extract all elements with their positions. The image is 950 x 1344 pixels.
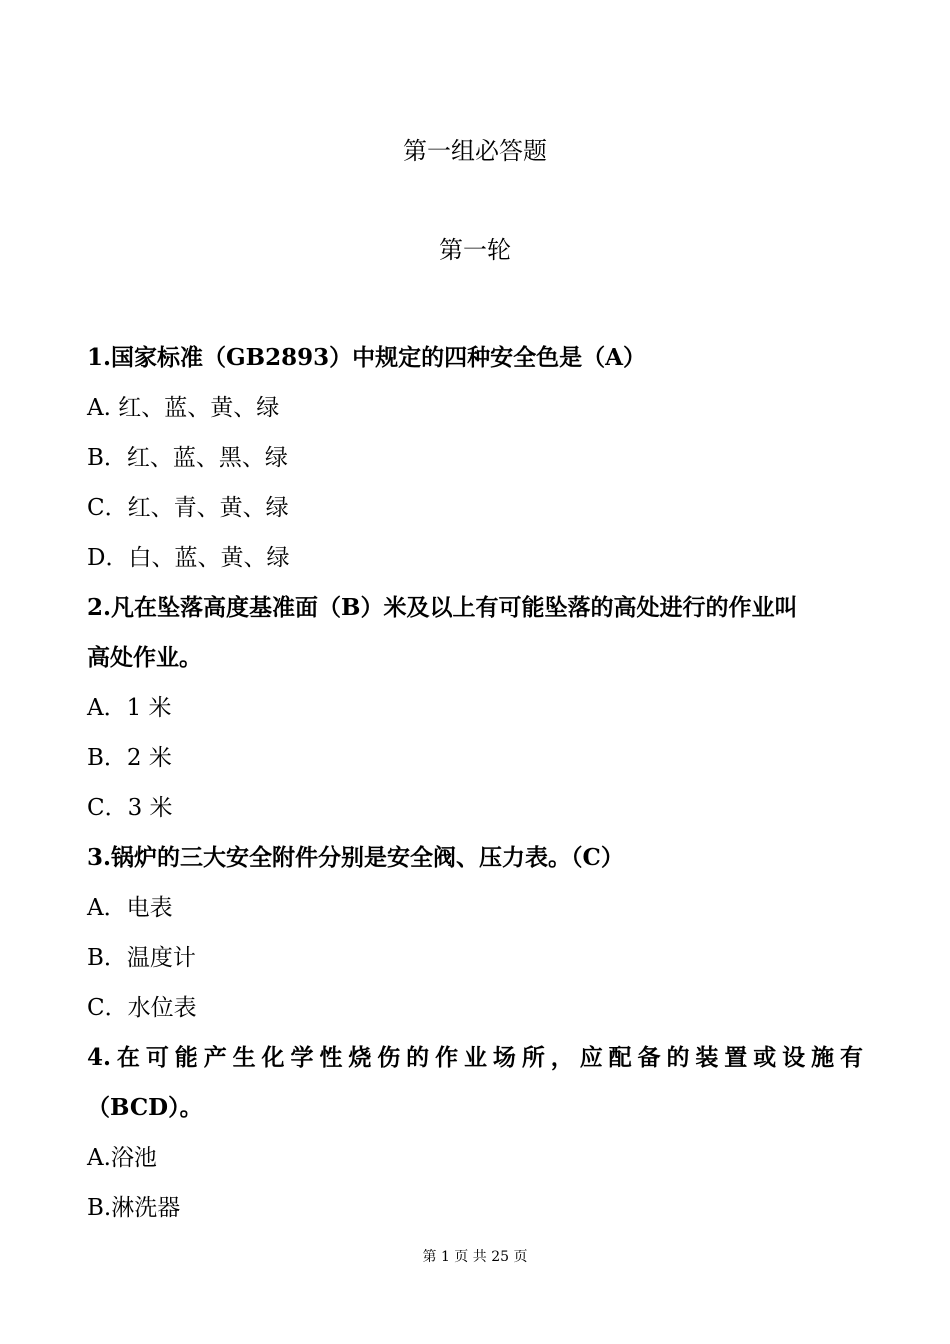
question-4-text-line1: 4.在可能产生化学性烧伤的作业场所，应配备的装置或设施有: [87, 1044, 863, 1071]
question-1-option-b: B．红、蓝、黑、绿: [87, 445, 288, 471]
page-footer: 第 1 页 共 25 页: [422, 1249, 528, 1265]
question-4-text-line2: （BCD）。: [87, 1094, 203, 1121]
question-3-text: 3.锅炉的三大安全附件分别是安全阀、压力表。（C）: [87, 844, 624, 871]
question-1-option-c: C．红、青、黄、绿: [87, 495, 289, 521]
question-4-option-a: A.浴池: [87, 1145, 157, 1171]
question-2-text-line1: 2.凡在坠落高度基准面（B）米及以上有可能坠落的高处进行的作业叫: [87, 594, 798, 621]
question-2-option-b: B．2 米: [87, 745, 172, 771]
question-1-option-a: A. 红、蓝、黄、绿: [87, 395, 280, 421]
question-3-option-c: C．水位表: [87, 995, 197, 1021]
question-1-text: 1.国家标准（GB2893）中规定的四种安全色是（A）: [87, 344, 646, 371]
question-1-option-d: D．白、蓝、黄、绿: [87, 545, 290, 571]
round-title: 第一轮: [439, 236, 511, 264]
question-2-option-a: A．1 米: [87, 695, 172, 721]
page-title: 第一组必答题: [403, 137, 547, 165]
question-2-option-c: C．3 米: [87, 795, 173, 821]
question-list: [87, 333, 863, 1233]
question-2-text-line2: 高处作业。: [87, 644, 202, 671]
question-3-option-a: A．电表: [87, 895, 173, 921]
question-4-option-b: B.淋洗器: [87, 1195, 181, 1221]
question-3-option-b: B．温度计: [87, 945, 196, 971]
